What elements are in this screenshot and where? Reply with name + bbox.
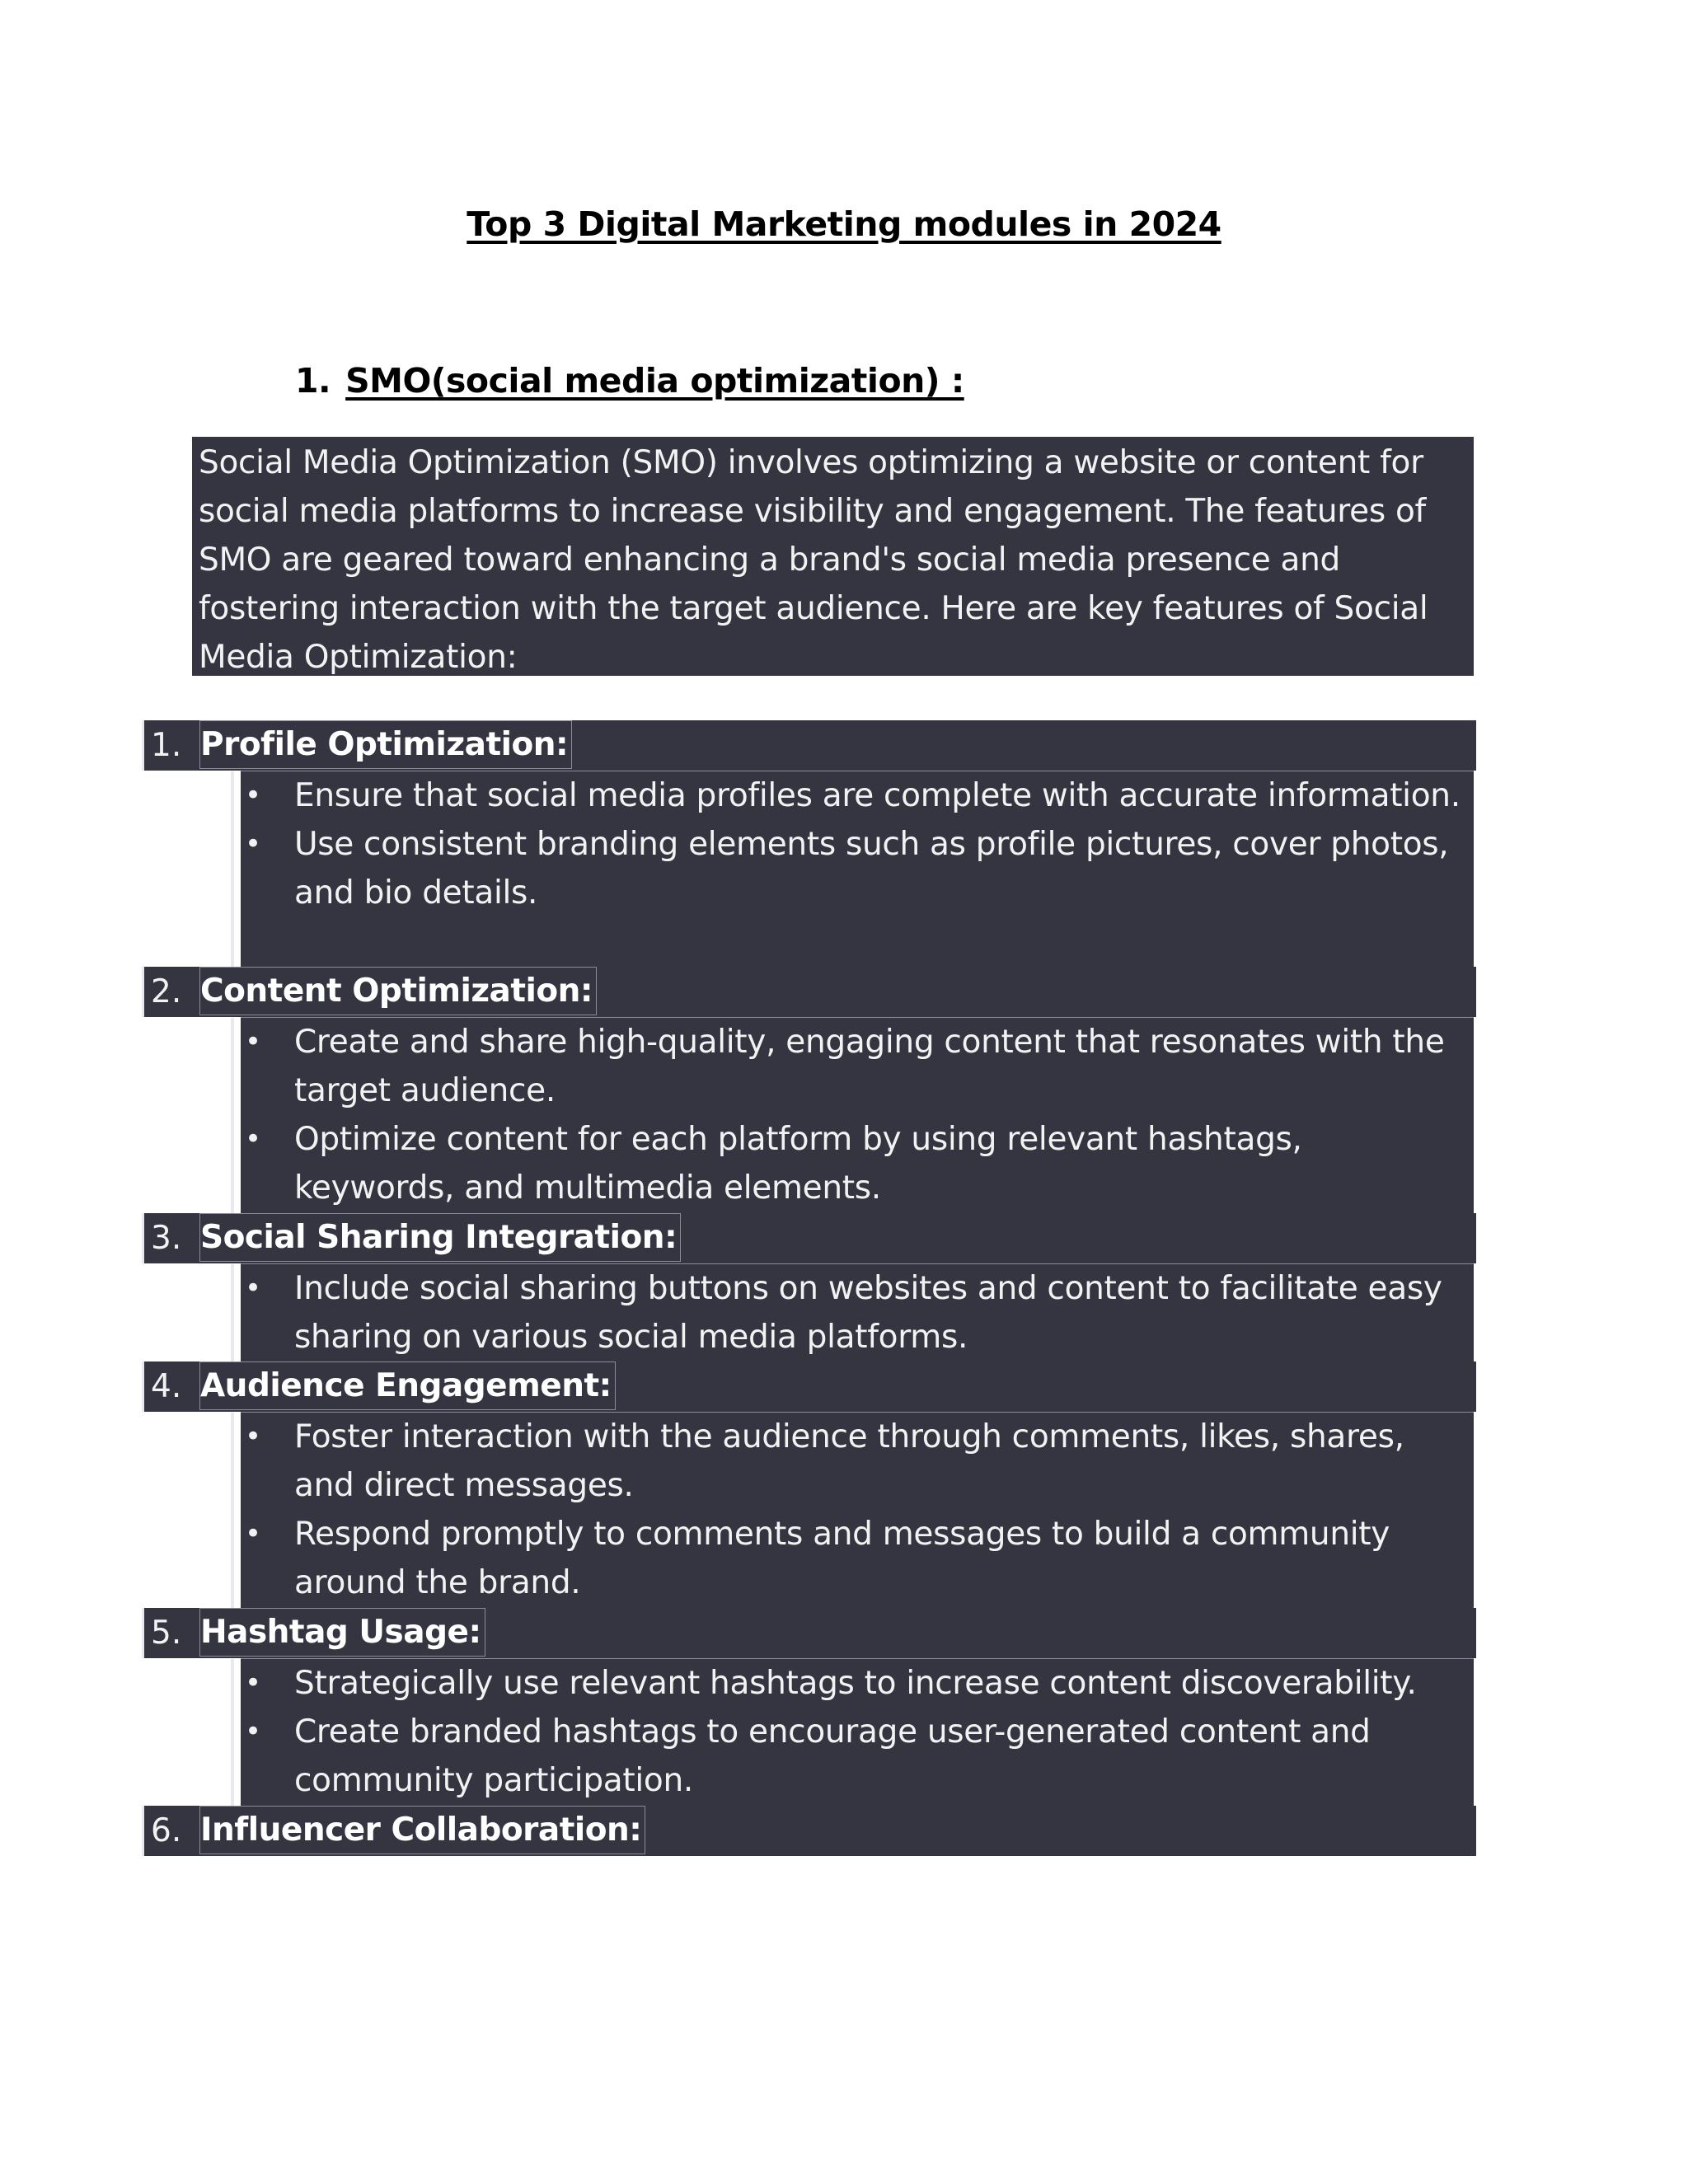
feature-details — [241, 771, 1474, 968]
feature-header — [142, 967, 1476, 1017]
feature-details — [241, 1412, 1474, 1609]
feature-title: Hashtag Usage: — [199, 1608, 485, 1657]
feature-header — [142, 1361, 1476, 1412]
section-number: 1. — [295, 361, 331, 401]
feature-header — [142, 1608, 1476, 1658]
feature-header — [142, 1213, 1476, 1263]
feature-title: Profile Optimization: — [199, 720, 572, 769]
feature-bullet: • Create branded hashtags to encourage user-generated content and community participation. — [241, 1708, 1474, 1805]
feature-number: 4. — [151, 1368, 182, 1405]
feature-details — [241, 1658, 1474, 1807]
feature-bullet: • Use consistent branding elements such as profile pictures, cover photos, and bio details. — [241, 820, 1474, 917]
section-heading-text: SMO(social media optimization) : — [345, 361, 964, 401]
feature-details — [241, 1017, 1474, 1214]
feature-title: Audience Engagement: — [199, 1361, 616, 1410]
feature-title: Social Sharing Integration: — [199, 1213, 681, 1262]
feature-header — [142, 720, 1476, 771]
feature-number: 3. — [151, 1220, 182, 1257]
feature-number: 5. — [151, 1615, 182, 1652]
feature-title: Influencer Collaboration: — [199, 1806, 645, 1854]
feature-header — [142, 1806, 1476, 1856]
feature-bullet: • Include social sharing buttons on websites and content to facilitate easy sharing on various social media platforms. — [241, 1264, 1474, 1361]
feature-bullet: • Create and share high-quality, engaging content that resonates with the target audience. — [241, 1018, 1474, 1115]
feature-bullet: • Foster interaction with the audience through comments, likes, shares, and direct messages. — [241, 1413, 1474, 1510]
feature-details — [241, 1263, 1474, 1362]
feature-bullet: • Ensure that social media profiles are complete with accurate information. — [241, 771, 1474, 820]
section-heading — [295, 361, 964, 401]
feature-number: 2. — [151, 973, 182, 1010]
feature-title: Content Optimization: — [199, 967, 597, 1015]
feature-bullet: • Optimize content for each platform by using relevant hashtags, keywords, and multimedia elements. — [241, 1115, 1474, 1212]
intro-paragraph: Social Media Optimization (SMO) involves optimizing a website or content for social media platforms to increase visibility and engagement. The features of SMO are geared toward enhancing a brand's social media presence and fostering interaction with the target audience. Here are key features of Social Media Optimization: — [192, 437, 1474, 676]
feature-bullet: • Respond promptly to comments and messages to build a community around the brand. — [241, 1510, 1474, 1607]
feature-number: 6. — [151, 1812, 182, 1849]
page-title: Top 3 Digital Marketing modules in 2024 — [467, 204, 1221, 244]
feature-number: 1. — [151, 727, 182, 764]
feature-bullet: • Strategically use relevant hashtags to increase content discoverability. — [241, 1659, 1474, 1708]
